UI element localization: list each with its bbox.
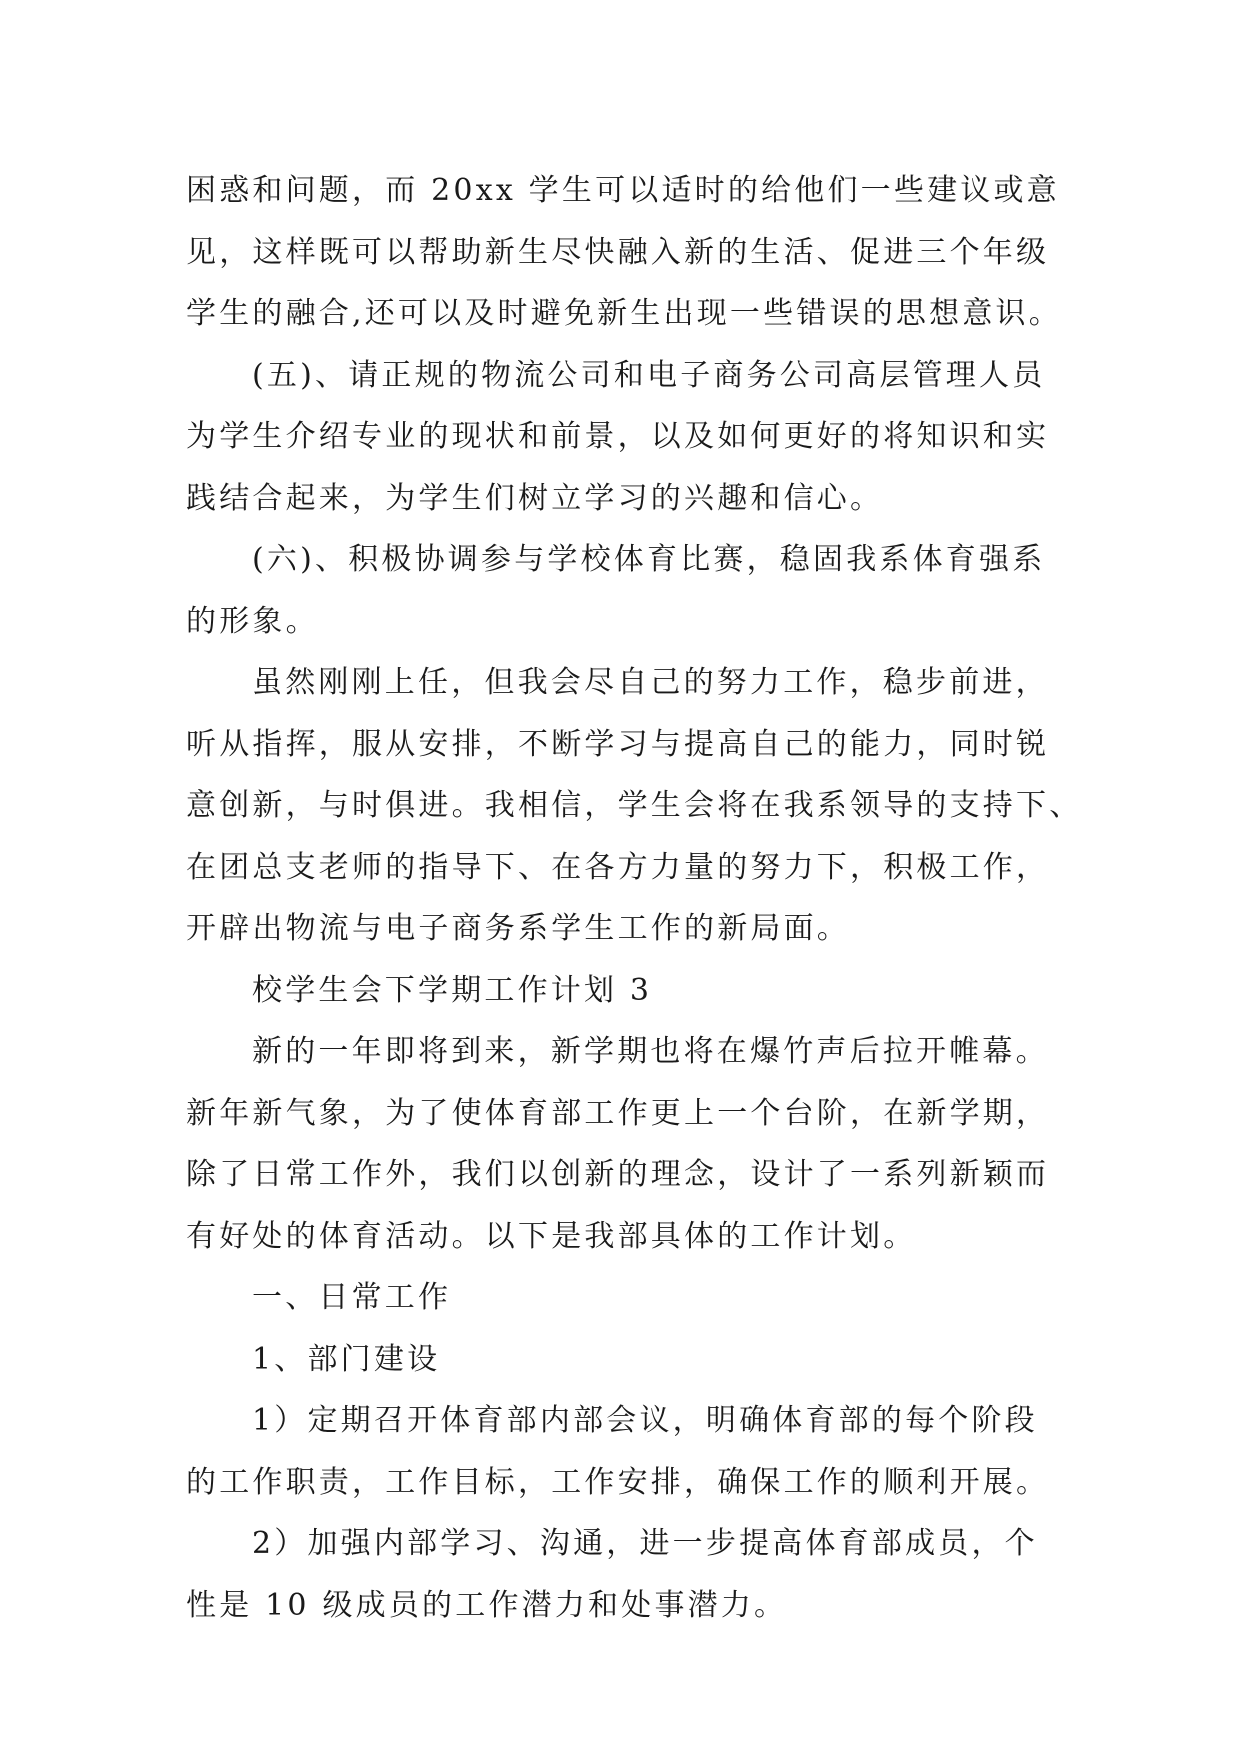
text-line: 困惑和问题，而 20xx 学生可以适时的给他们一些建议或意	[186, 173, 1060, 208]
subsection-heading: 一、日常工作	[252, 1280, 452, 1315]
text-line: 性是 10 级成员的工作潜力和处事潜力。	[186, 1587, 788, 1623]
text-line: 虽然刚刚上任，但我会尽自己的努力工作，稳步前进，	[252, 665, 1049, 700]
document-body	[186, 160, 1083, 1636]
text-line: 意创新，与时俱进。我相信，学生会将在我系领导的支持下、	[186, 788, 1083, 823]
text-line: 新年新气象，为了使体育部工作更上一个台阶，在新学期，	[186, 1095, 1050, 1131]
text-line: 听从指挥，服从安排，不断学习与提高自己的能力，同时锐	[186, 726, 1050, 762]
text-line: (六)、积极协调参与学校体育比赛，稳固我系体育强系	[252, 542, 1046, 577]
text-line: 在团总支老师的指导下、在各方力量的努力下，积极工作，	[186, 849, 1050, 885]
text-line: 2）加强内部学习、沟通，进一步提高体育部成员，个	[252, 1526, 1038, 1561]
text-line: 新的一年即将到来，新学期也将在爆竹声后拉开帷幕。	[252, 1034, 1049, 1069]
section-heading: 校学生会下学期工作计划 3	[252, 972, 653, 1008]
text-line: 践结合起来，为学生们树立学习的兴趣和信心。	[186, 480, 884, 516]
text-line: 除了日常工作外，我们以创新的理念，设计了一系列新颖而	[186, 1157, 1050, 1192]
text-line: 1）定期召开体育部内部会议，明确体育部的每个阶段	[252, 1403, 1038, 1438]
subsection-heading: 1、部门建设	[252, 1341, 441, 1377]
text-line: 为学生介绍专业的现状和前景，以及如何更好的将知识和实	[186, 419, 1050, 454]
text-line: 有好处的体育活动。以下是我部具体的工作计划。	[186, 1218, 917, 1254]
text-line: 学生的融合,还可以及时避免新生出现一些错误的思想意识。	[186, 296, 1062, 331]
text-line: 见，这样既可以帮助新生尽快融入新的生活、促进三个年级	[186, 234, 1050, 270]
text-line: 开辟出物流与电子商务系学生工作的新局面。	[186, 911, 850, 946]
text-line: (五)、请正规的物流公司和电子商务公司高层管理人员	[252, 357, 1046, 393]
text-line: 的形象。	[186, 603, 319, 639]
text-line: 的工作职责，工作目标，工作安排，确保工作的顺利开展。	[186, 1464, 1050, 1500]
